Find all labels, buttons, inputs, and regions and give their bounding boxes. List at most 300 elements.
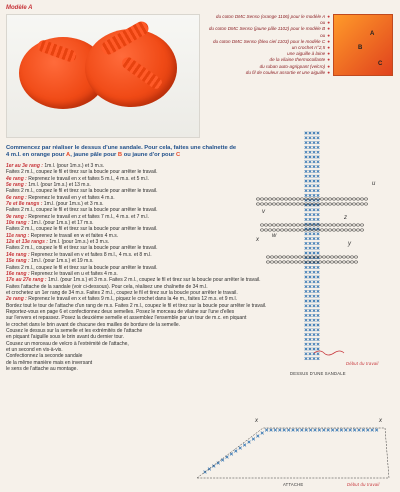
stitch-mark	[313, 295, 316, 298]
row-text: 1m.l. (pour 1m.s.) et 3 m.s.	[44, 163, 105, 169]
chain-mark	[330, 261, 334, 263]
chain-mark	[268, 198, 272, 200]
chain-mark	[272, 224, 276, 226]
chain-mark	[364, 203, 368, 205]
stitch-mark	[309, 180, 312, 183]
stitch-mark	[317, 343, 320, 346]
stitch-mark	[317, 295, 320, 298]
chain-mark	[270, 256, 274, 258]
diagram-letter: x	[255, 418, 258, 424]
chain-mark	[264, 224, 268, 226]
row-text: de la même manière mais en inversant	[6, 359, 93, 366]
stitch-mark	[309, 213, 312, 216]
material-item: ou ●	[320, 20, 330, 26]
row-text: 1m.l. (pour 1m.s.) et 3 m.s. Faites 2 m.l., coupez le fil et tirez sur la boucle pour arrêter le travail.	[47, 277, 261, 284]
stitch-mark	[313, 319, 316, 322]
stitch-mark	[309, 266, 312, 269]
chain-mark	[284, 224, 288, 226]
chain-mark	[264, 229, 268, 231]
stitch-mark	[305, 137, 308, 140]
stitch-mark	[305, 353, 308, 356]
row-label: 10e rang :	[6, 220, 30, 227]
row-text: en piquant l'aiguille sous le brin avant du dernier tour.	[6, 334, 124, 341]
stitch-mark	[239, 447, 242, 450]
stitch-mark	[305, 185, 308, 188]
material-item: de la vilaine thermocollante ●	[269, 57, 330, 63]
stitch-mark	[309, 271, 312, 274]
stitch-mark	[313, 252, 316, 255]
chain-mark	[346, 256, 350, 258]
chain-mark	[332, 198, 336, 200]
stitch-mark	[309, 305, 312, 308]
stitch-mark	[309, 353, 312, 356]
chain-mark	[320, 224, 324, 226]
chain-mark	[288, 203, 292, 205]
stitch-mark	[313, 357, 316, 360]
chain-mark	[286, 261, 290, 263]
intro-text: Commencez par réaliser le dessus d'une sandale. Pour cela, faites une chaînette de 4 m.l. en orange pour A, jaune pâle pour B ou jaune d'or pour C	[6, 145, 237, 158]
row-text: Faites 2 m.l., coupez le fil et tirez sur la boucle pour arrêter le travail.	[6, 207, 158, 214]
chain-mark	[324, 203, 328, 205]
chain-mark	[326, 256, 330, 258]
chain-mark	[300, 203, 304, 205]
chain-mark	[264, 198, 268, 200]
stitch-mark	[305, 223, 308, 226]
row-label: 14e rang :	[6, 251, 30, 258]
stitch-mark	[317, 233, 320, 236]
chain-mark	[332, 224, 336, 226]
chain-mark	[328, 203, 332, 205]
chain-mark	[260, 224, 264, 226]
stitch-mark	[314, 429, 317, 432]
stitch-mark	[313, 141, 316, 144]
stitch-mark	[317, 271, 320, 274]
row-text: Reprenez le travail en x et faites 5 m.l., 4 m.s. et 5 m.l.	[28, 175, 149, 182]
stitch-mark	[317, 175, 320, 178]
yarn-label-b: B	[358, 45, 363, 51]
chain-mark	[276, 198, 280, 200]
stitch-mark	[309, 295, 312, 298]
chain-mark	[296, 229, 300, 231]
stitch-mark	[313, 290, 316, 293]
chain-mark	[266, 256, 270, 258]
stitch-mark	[309, 343, 312, 346]
stitch-mark	[248, 441, 251, 444]
stitch-mark	[309, 194, 312, 197]
stitch-mark	[317, 137, 320, 140]
chain-mark	[334, 261, 338, 263]
row-text: le sens de l'attache au montage.	[6, 366, 78, 372]
chain-mark	[350, 256, 354, 258]
stitch-mark	[317, 156, 320, 159]
stitch-mark	[309, 314, 312, 317]
stitch-mark	[305, 213, 308, 216]
material-item: ou ●	[320, 32, 330, 38]
stitch-mark	[305, 276, 308, 279]
chain-mark	[324, 229, 328, 231]
stitch-mark	[313, 151, 316, 154]
chain-mark	[336, 224, 340, 226]
stitch-mark	[317, 252, 320, 255]
stitch-mark	[313, 180, 316, 183]
stitch-mark	[318, 429, 321, 432]
row-label: 9e rang :	[6, 213, 27, 220]
chain-mark	[320, 198, 324, 200]
row-label: 4e rang :	[6, 175, 27, 182]
stitch-mark	[313, 285, 316, 288]
row-text: Bordez tout le tour de l'attache d'un rang de m.s. Faites 2 m.l., coupez le fil et tirez sur la boucle pour arrêter le travail.	[6, 302, 267, 309]
chain-mark	[360, 224, 364, 226]
stitch-mark	[256, 435, 259, 438]
chain-mark	[324, 224, 328, 226]
stitch-mark	[261, 432, 264, 435]
chain-mark	[324, 198, 328, 200]
chain-mark	[352, 203, 356, 205]
chain-mark	[328, 198, 332, 200]
chain-mark	[348, 224, 352, 226]
stitch-mark	[317, 151, 320, 154]
stitch-mark	[317, 305, 320, 308]
chain-mark	[256, 198, 260, 200]
chain-mark	[344, 198, 348, 200]
stitch-mark	[283, 429, 286, 432]
row-text: Cousez le dessus sur la semelle et les extrémités de l'attache	[6, 327, 143, 334]
stitch-mark	[313, 213, 316, 216]
stitch-mark	[305, 233, 308, 236]
chain-mark	[340, 198, 344, 200]
row-text: Faites 2 m.l., coupez le fil et tirez sur la boucle pour arrêter le travail.	[6, 245, 158, 252]
chain-mark	[298, 261, 302, 263]
chain-mark	[356, 203, 360, 205]
stitch-mark	[305, 180, 308, 183]
stitch-mark	[317, 237, 320, 240]
stitch-mark	[313, 209, 316, 212]
stitch-mark	[221, 459, 224, 462]
diagram-letter: x	[379, 418, 382, 424]
chain-mark	[280, 224, 284, 226]
stitch-mark	[305, 161, 308, 164]
stitch-mark	[349, 429, 352, 432]
stitch-mark	[309, 247, 312, 250]
chain-mark	[340, 229, 344, 231]
stitch-mark	[313, 233, 316, 236]
stitch-mark	[317, 290, 320, 293]
stitch-mark	[322, 429, 325, 432]
stitch-mark	[366, 429, 369, 432]
chain-mark	[296, 198, 300, 200]
chain-mark	[334, 256, 338, 258]
stitch-mark	[265, 429, 268, 432]
row-label: 12e et 13e rangs :	[6, 239, 48, 246]
instruction-rows	[6, 163, 292, 372]
stitch-mark	[317, 300, 320, 303]
stitch-mark	[317, 185, 320, 188]
stitch-mark	[270, 429, 273, 432]
row-text: sur l'envers et repassez. Posez la deuxième semelle et assemblez l'ensemble par un tour de m.c. en piquant	[6, 315, 247, 322]
stitch-mark	[313, 223, 316, 226]
stitch-mark	[296, 429, 299, 432]
stitch-mark	[317, 357, 320, 360]
stitch-mark	[252, 438, 255, 441]
stitch-mark	[340, 429, 343, 432]
stitch-mark	[317, 353, 320, 356]
stitch-mark	[371, 429, 374, 432]
stitch-mark	[309, 357, 312, 360]
stitch-mark	[317, 161, 320, 164]
stitch-mark	[309, 324, 312, 327]
row-text: 1m.l. (pour 1m.s.) et 19 m.s.	[31, 258, 94, 265]
stitch-mark	[305, 165, 308, 168]
stitch-mark	[309, 281, 312, 284]
chain-mark	[332, 203, 336, 205]
chain-mark	[338, 256, 342, 258]
diagram-letter: v	[262, 209, 265, 215]
chain-mark	[272, 203, 276, 205]
chain-mark	[256, 203, 260, 205]
row-label: 15e rang :	[6, 258, 30, 265]
stitch-mark	[331, 429, 334, 432]
material-item: du ruban auto-agrippant (velcro) ●	[259, 63, 330, 69]
chain-mark	[268, 203, 272, 205]
stitch-mark	[305, 319, 308, 322]
chain-mark	[360, 229, 364, 231]
stitch-mark	[313, 266, 316, 269]
stitch-mark	[313, 343, 316, 346]
chain-mark	[266, 261, 270, 263]
stitch-mark	[317, 319, 320, 322]
stitch-mark	[313, 333, 316, 336]
chain-mark	[348, 198, 352, 200]
chain-mark	[284, 229, 288, 231]
yarn-swatches	[333, 14, 393, 76]
stitch-mark	[305, 281, 308, 284]
stitch-mark	[305, 429, 308, 432]
stitch-mark	[313, 156, 316, 159]
stitch-mark	[305, 252, 308, 255]
stitch-mark	[309, 146, 312, 149]
stitch-mark	[327, 429, 330, 432]
material-item: du coton DMC Senso (orange 1106) pour le modèle A ●	[215, 14, 330, 19]
stitch-mark	[309, 329, 312, 332]
stitch-mark	[309, 141, 312, 144]
stitch-mark	[317, 276, 320, 279]
row-text: Reprenez le travail en v et faites 8 m.l., 4 m.s. et 8 m.l.	[31, 251, 152, 258]
row-text: Reportez-vous en page 6 et confectionnez deux semelles. Posez le morceau de vilaine sur l'une d'elles	[6, 308, 235, 315]
row-label: 2e rang :	[6, 296, 27, 303]
row-text: Faites 2 m.l., coupez le fil et tirez sur la boucle pour arrêter le travail.	[6, 169, 158, 176]
stitch-mark	[305, 348, 308, 351]
diagram-bottom-caption: ATTACHE	[283, 482, 304, 487]
stitch-mark	[274, 429, 277, 432]
chain-mark	[346, 261, 350, 263]
diagram-top-start-label: Début du travail	[346, 361, 379, 366]
chain-mark	[292, 203, 296, 205]
diagram-strap	[135, 392, 397, 492]
stitch-mark	[309, 156, 312, 159]
chain-mark	[260, 229, 264, 231]
chain-mark	[322, 261, 326, 263]
stitch-mark	[305, 194, 308, 197]
stitch-mark	[305, 290, 308, 293]
stitch-mark	[317, 141, 320, 144]
chain-mark	[342, 256, 346, 258]
stitch-mark	[230, 453, 233, 456]
stitch-mark	[305, 170, 308, 173]
stitch-mark	[309, 242, 312, 245]
stitch-mark	[305, 329, 308, 332]
stitch-mark	[309, 151, 312, 154]
diagram-letter: w	[272, 233, 277, 239]
chain-mark	[300, 229, 304, 231]
stitch-mark	[309, 429, 312, 432]
stitch-mark	[317, 132, 320, 135]
stitch-mark	[305, 295, 308, 298]
stitch-mark	[317, 218, 320, 221]
diagram-letter: x	[256, 237, 259, 243]
chain-mark	[272, 198, 276, 200]
stitch-mark	[305, 309, 308, 312]
chain-mark	[344, 224, 348, 226]
diagram-bottom-start-label: Début du travail	[347, 482, 380, 487]
stitch-mark	[305, 285, 308, 288]
chain-mark	[348, 229, 352, 231]
stitch-mark	[287, 429, 290, 432]
chain-mark	[336, 203, 340, 205]
stitch-mark	[309, 175, 312, 178]
chain-mark	[280, 229, 284, 231]
stitch-mark	[309, 223, 312, 226]
stitch-mark	[336, 429, 339, 432]
stitch-mark	[317, 333, 320, 336]
stitch-mark	[309, 333, 312, 336]
chain-mark	[326, 261, 330, 263]
chain-mark	[268, 224, 272, 226]
chain-mark	[276, 224, 280, 226]
row-text: Reprenez le travail en w et faites 4 m.s.	[30, 232, 119, 239]
stitch-mark	[313, 276, 316, 279]
stitch-mark	[317, 165, 320, 168]
chain-mark	[348, 203, 352, 205]
chain-mark	[352, 229, 356, 231]
stitch-mark	[317, 180, 320, 183]
stitch-mark	[309, 290, 312, 293]
stitch-mark	[309, 185, 312, 188]
row-label: 1er au 3e rang :	[6, 163, 43, 169]
sandal-photo	[6, 14, 200, 138]
chain-mark	[286, 256, 290, 258]
stitch-mark	[305, 209, 308, 212]
row-text: Cousez un morceau de velcro à l'extrémité de l'attache,	[6, 340, 129, 347]
stitch-mark	[313, 189, 316, 192]
stitch-mark	[305, 357, 308, 360]
row-label: 16e rang :	[6, 270, 30, 277]
stitch-mark	[305, 151, 308, 154]
row-text: 1m.l. (pour 1m.s.) et 3 m.s.	[49, 239, 110, 246]
materials-list	[208, 14, 330, 76]
stitch-mark	[309, 252, 312, 255]
chain-mark	[340, 224, 344, 226]
chain-mark	[344, 229, 348, 231]
chain-mark	[328, 224, 332, 226]
stitch-mark	[317, 194, 320, 197]
stitch-mark	[305, 218, 308, 221]
stitch-mark	[375, 429, 378, 432]
stitch-mark	[305, 141, 308, 144]
stitch-mark	[358, 429, 361, 432]
stitch-mark	[313, 314, 316, 317]
diagram-sandal-top-svg	[252, 125, 400, 375]
chain-mark	[328, 229, 332, 231]
stitch-mark	[309, 218, 312, 221]
chain-mark	[278, 256, 282, 258]
stitch-mark	[313, 305, 316, 308]
chain-mark	[288, 229, 292, 231]
diagram-strap-svg	[135, 392, 397, 488]
yarn-label-a: A	[370, 31, 375, 37]
chain-mark	[320, 229, 324, 231]
stitch-mark	[305, 156, 308, 159]
stitch-mark	[305, 242, 308, 245]
stitch-mark	[309, 165, 312, 168]
row-text: Faites 2 m.l., coupez le fil et tirez sur la boucle pour arrêter le travail.	[6, 188, 158, 195]
stitch-mark	[305, 300, 308, 303]
diagram-letter: y	[348, 241, 351, 247]
stitch-mark	[313, 324, 316, 327]
stitch-mark	[309, 132, 312, 135]
row-text: Faites 2 m.l., coupez le fil et tirez sur la boucle pour arrêter le travail.	[6, 264, 158, 271]
chain-mark	[350, 261, 354, 263]
material-item: du coton DMC Senso (bleu ciel 1103) pour le modèle C ●	[212, 38, 330, 44]
stitch-mark	[317, 281, 320, 284]
stitch-mark	[317, 338, 320, 341]
chain-mark	[336, 198, 340, 200]
stitch-mark	[317, 189, 320, 192]
stitch-mark	[317, 266, 320, 269]
diagram-letter: z	[344, 215, 347, 221]
stitch-mark	[309, 237, 312, 240]
row-text: le crochet dans le brin avant de chacune des mailles de bordure de la semelle.	[6, 321, 180, 328]
diagram-sandal-top	[252, 125, 400, 380]
stitch-mark	[309, 276, 312, 279]
chain-mark	[276, 203, 280, 205]
chain-mark	[274, 261, 278, 263]
model-label: Modèle A	[6, 5, 33, 11]
row-label: 17e au 27e rang :	[6, 277, 47, 284]
stitch-mark	[305, 247, 308, 250]
stitch-mark	[309, 209, 312, 212]
stitch-mark	[313, 185, 316, 188]
chain-mark	[300, 224, 304, 226]
chain-mark	[278, 261, 282, 263]
chain-mark	[340, 203, 344, 205]
stitch-mark	[353, 429, 356, 432]
stitch-mark	[305, 237, 308, 240]
stitch-mark	[317, 329, 320, 332]
row-text: Reprenez le travail en y et faites 4 m.s.	[28, 194, 115, 201]
stitch-mark	[313, 348, 316, 351]
chain-mark	[330, 256, 334, 258]
stitch-mark	[305, 132, 308, 135]
chain-mark	[356, 229, 360, 231]
stitch-mark	[317, 213, 320, 216]
row-text: Reprenez le travail en z et faites 7 m.l., 4 m.s. et 7 m.l.	[28, 213, 149, 220]
stitch-mark	[305, 146, 308, 149]
chain-mark	[360, 203, 364, 205]
stitch-mark	[313, 338, 316, 341]
material-item: du fil de couleur assortie et une aiguille ●	[245, 69, 330, 75]
strap-outline	[197, 428, 389, 478]
row-text: Reprenez le travail en u et faites 4 m.s.	[31, 270, 118, 277]
